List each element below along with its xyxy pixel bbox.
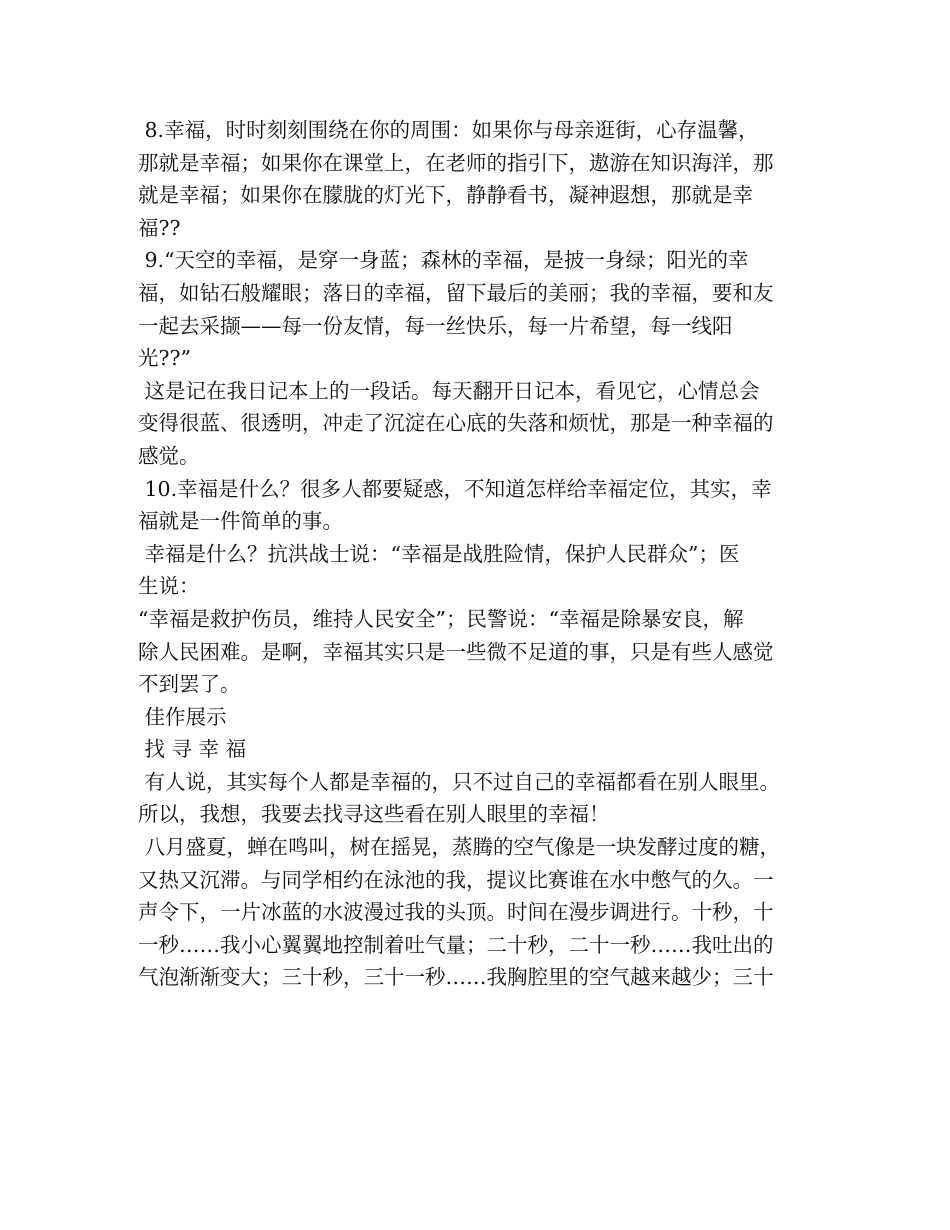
text-line: 光??”	[138, 346, 191, 371]
text-line: 那就是幸福；如果你在课堂上，在老师的指引下，遨游在知识海洋，那	[138, 150, 774, 175]
text-line: 就是幸福；如果你在朦胧的灯光下，静静看书，凝神遐想，那就是幸	[138, 183, 753, 208]
text-line: 福，如钻石般耀眼；落日的幸福，留下最后的美丽；我的幸福，要和友	[138, 280, 774, 305]
text-line: 不到罢了。	[138, 672, 241, 697]
section-heading: 佳作展示	[138, 704, 227, 729]
text-line: 一起去采撷——每一份友情，每一丝快乐，每一片希望，每一线阳	[138, 313, 733, 338]
text-line: 所以，我想，我要去找寻这些看在别人眼里的幸福！	[138, 802, 610, 827]
text-line: “幸福是救护伤员，维持人民安全”；民警说：“幸福是除暴安良，解	[138, 606, 744, 631]
text-line: 福??	[138, 215, 181, 240]
text-line: 变得很蓝、很透明，冲走了沉淀在心底的失落和烦忧，那是一种幸福的	[138, 411, 774, 436]
text-line: 这是记在我日记本上的一段话。每天翻开日记本，看见它，心情总会	[138, 378, 760, 403]
text-line: 10.幸福是什么？很多人都要疑惑，不知道怎样给幸福定位，其实，幸	[138, 476, 772, 501]
text-line: 气泡渐渐变大；三十秒，三十一秒……我胸腔里的空气越来越少；三十	[138, 965, 774, 990]
text-line: 除人民困难。是啊，幸福其实只是一些微不足道的事，只是有些人感觉	[138, 639, 774, 664]
text-line: 生说：	[138, 574, 200, 599]
text-line: 9.“天空的幸福，是穿一身蓝；森林的幸福，是披一身绿；阳光的幸	[138, 248, 749, 273]
text-line: 感觉。	[138, 443, 200, 468]
document-body	[138, 114, 838, 994]
text-line: 声令下，一片冰蓝的水波漫过我的头顶。时间在漫步调进行。十秒，十	[138, 900, 774, 925]
text-line: 福就是一件简单的事。	[138, 509, 343, 534]
text-line: 一秒……我小心翼翼地控制着吐气量；二十秒，二十一秒……我吐出的	[138, 932, 774, 957]
text-line: 有人说，其实每个人都是幸福的，只不过自己的幸福都看在别人眼里。	[138, 769, 781, 794]
text-line: 幸福是什么？抗洪战士说：“幸福是战胜险情，保护人民群众”；医	[138, 541, 740, 566]
text-line: 8.幸福，时时刻刻围绕在你的周围：如果你与母亲逛街，心存温馨，	[138, 118, 759, 142]
text-line: 又热又沉滞。与同学相约在泳池的我，提议比赛谁在水中憋气的久。一	[138, 867, 774, 892]
essay-title: 找 寻 幸 福	[138, 737, 247, 762]
text-line: 八月盛夏，蝉在鸣叫，树在摇晃，蒸腾的空气像是一块发酵过度的糖，	[138, 835, 781, 860]
